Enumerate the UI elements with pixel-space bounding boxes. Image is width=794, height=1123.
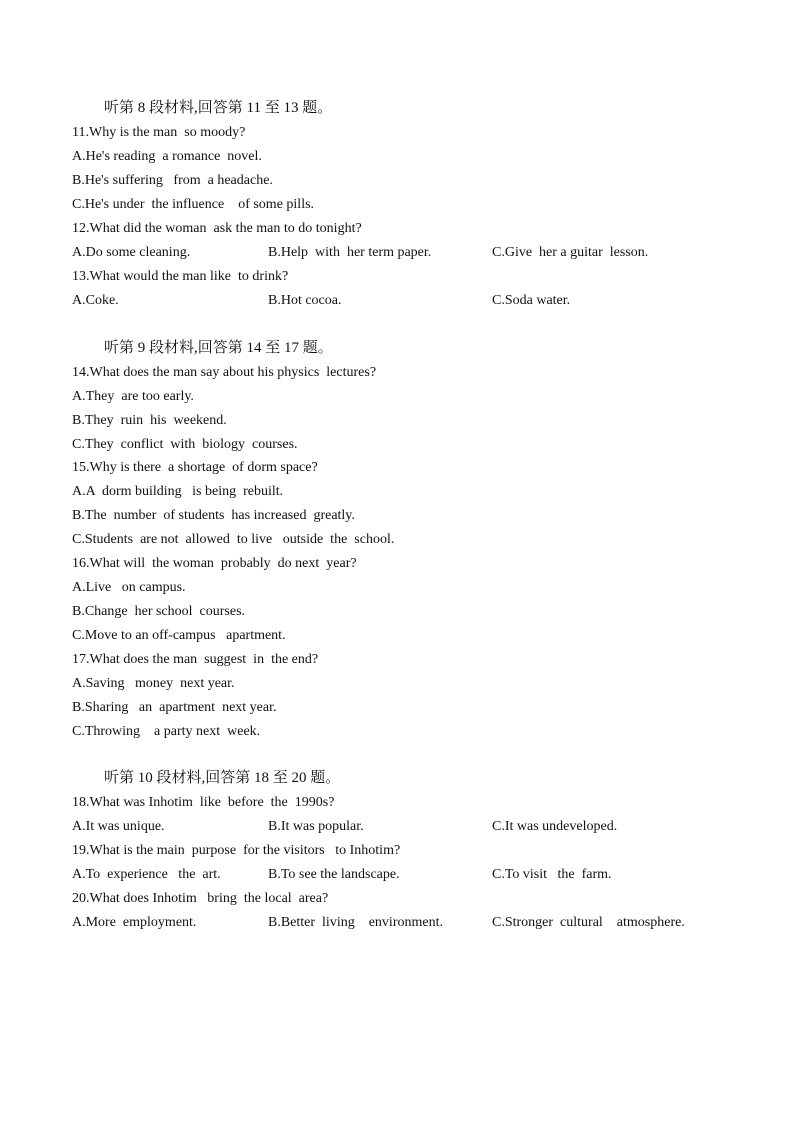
question-16-option-b: B.Change her school courses. — [72, 604, 246, 619]
question-12-option-a: A.Do some cleaning. — [72, 245, 191, 260]
question-19-option-b: B.To see the landscape. — [268, 867, 400, 882]
question-18-option-a: A.It was unique. — [72, 819, 165, 834]
question-14-option-c: C.They conflict with biology courses. — [72, 437, 298, 452]
question-14-option-a: A.They are too early. — [72, 389, 194, 404]
question-12: 12.What did the woman ask the man to do tonight? — [72, 221, 362, 236]
question-12-option-c: C.Give her a guitar lesson. — [492, 245, 649, 260]
section-heading-8: 听第 8 段材料,回答第 11 至 13 题。 — [104, 100, 333, 116]
question-12-option-b: B.Help with her term paper. — [268, 245, 432, 260]
question-13: 13.What would the man like to drink? — [72, 269, 289, 284]
question-13-option-c: C.Soda water. — [492, 293, 571, 308]
question-18: 18.What was Inhotim like before the 1990s? — [72, 795, 335, 810]
question-15-option-c: C.Students are not allowed to live outside the school. — [72, 532, 395, 547]
question-11-option-b: B.He's suffering from a headache. — [72, 173, 273, 188]
question-14: 14.What does the man say about his physics lectures? — [72, 365, 377, 380]
question-20: 20.What does Inhotim bring the local area? — [72, 891, 329, 906]
question-16: 16.What will the woman probably do next year? — [72, 556, 357, 571]
question-20-option-b: B.Better living environment. — [268, 915, 443, 930]
question-15-option-b: B.The number of students has increased greatly. — [72, 508, 355, 523]
question-13-option-b: B.Hot cocoa. — [268, 293, 342, 308]
question-20-option-a: A.More employment. — [72, 915, 197, 930]
question-17-option-a: A.Saving money next year. — [72, 676, 235, 691]
question-15-option-a: A.A dorm building is being rebuilt. — [72, 484, 284, 499]
section-heading-10: 听第 10 段材料,回答第 18 至 20 题。 — [104, 770, 341, 786]
section-heading-9: 听第 9 段材料,回答第 14 至 17 题。 — [104, 340, 333, 356]
question-19-option-c: C.To visit the farm. — [492, 867, 612, 882]
question-20-option-c: C.Stronger cultural atmosphere. — [492, 915, 685, 930]
question-19-option-a: A.To experience the art. — [72, 867, 221, 882]
question-18-option-b: B.It was popular. — [268, 819, 364, 834]
question-16-option-c: C.Move to an off-campus apartment. — [72, 628, 286, 643]
question-18-option-c: C.It was undeveloped. — [492, 819, 618, 834]
question-19: 19.What is the main purpose for the visitors to Inhotim? — [72, 843, 401, 858]
question-14-option-b: B.They ruin his weekend. — [72, 413, 227, 428]
question-11-option-a: A.He's reading a romance novel. — [72, 149, 262, 164]
question-11: 11.Why is the man so moody? — [72, 125, 246, 140]
question-16-option-a: A.Live on campus. — [72, 580, 186, 595]
question-13-option-a: A.Coke. — [72, 293, 119, 308]
question-17-option-c: C.Throwing a party next week. — [72, 724, 261, 739]
question-17: 17.What does the man suggest in the end? — [72, 652, 319, 667]
question-15: 15.Why is there a shortage of dorm space? — [72, 460, 318, 475]
question-17-option-b: B.Sharing an apartment next year. — [72, 700, 277, 715]
question-11-option-c: C.He's under the influence of some pills. — [72, 197, 315, 212]
